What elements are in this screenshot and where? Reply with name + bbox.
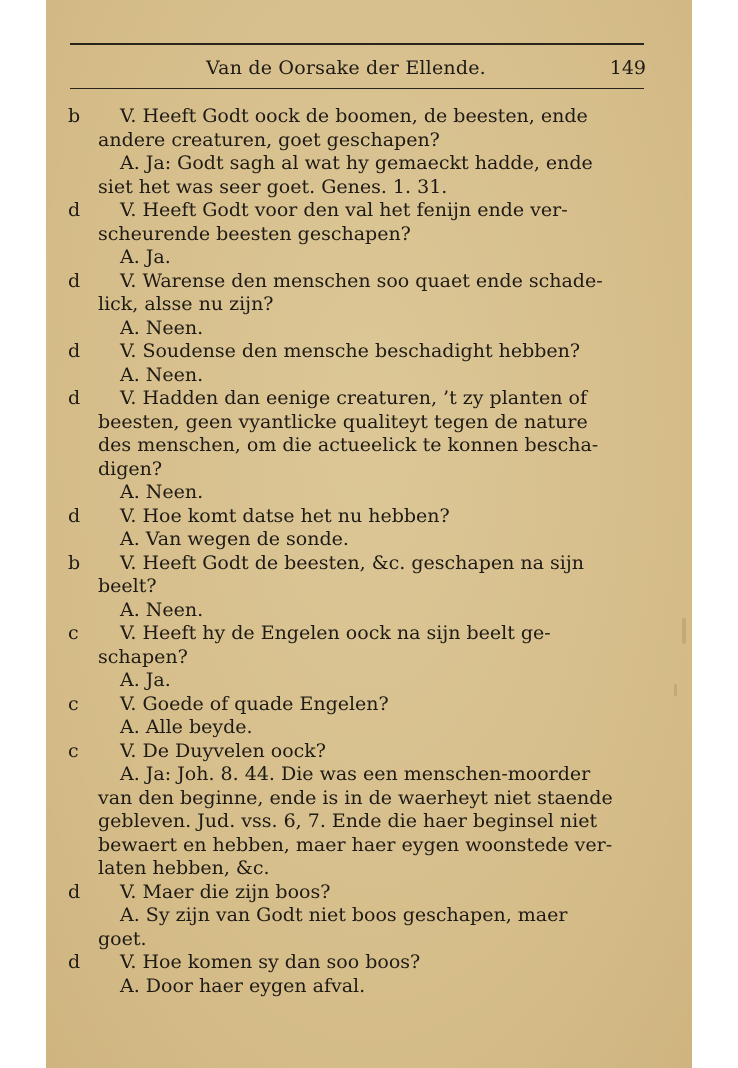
question (98, 740, 646, 764)
question-line: des menschen, om die actueelick te konnen bescha- (98, 434, 599, 456)
answer (98, 364, 646, 388)
answer (98, 904, 646, 951)
question-line: schapen? (98, 645, 188, 668)
answer (98, 975, 646, 999)
qa-entry (46, 199, 692, 270)
answer-line: A. Ja. (120, 669, 171, 691)
question-line: andere creaturen, goet geschapen? (98, 128, 440, 151)
answer-line: A. Neen. (120, 316, 204, 339)
answer-line: A. Neen. (120, 481, 204, 503)
header-top-rule (70, 43, 644, 45)
answer (98, 669, 646, 693)
question (98, 199, 646, 246)
question-line: V. Warense den menschen soo quaet ende schade- (120, 269, 603, 292)
header-bottom-rule (70, 88, 644, 89)
answer-line: A. Ja. (120, 246, 171, 268)
paper-stain (674, 684, 677, 696)
question-line: V. Hoe komt datse het nu hebben? (120, 504, 450, 527)
book-page (46, 0, 692, 1068)
question (98, 270, 646, 317)
question-line: digen? (98, 457, 163, 480)
question-line: V. Hoe komen sy dan soo boos? (120, 951, 421, 973)
answer-line: gebleven. Jud. vss. 6, 7. Ende die haer beginsel niet (98, 810, 598, 832)
question (98, 552, 646, 599)
question (98, 693, 646, 717)
margin-marker: d (68, 340, 81, 362)
question-line: V. Soudense den mensche beschadight hebben? (120, 340, 581, 362)
margin-marker: d (68, 880, 81, 903)
qa-entry (46, 951, 692, 998)
answer-line: goet. (98, 927, 147, 950)
running-header-title: Van de Oorsake der Ellende. (206, 57, 486, 79)
answer (98, 528, 646, 552)
paper-stain (682, 618, 686, 644)
question-line: lick, alsse nu zijn? (98, 293, 274, 315)
margin-marker: c (68, 739, 79, 762)
answer-line: A. Neen. (120, 598, 204, 621)
question-line: scheurende beesten geschapen? (98, 222, 411, 245)
qa-entry (46, 340, 692, 387)
question (98, 105, 646, 152)
qa-entry (46, 881, 692, 952)
question-line: beelt? (98, 575, 157, 597)
margin-marker: d (68, 951, 81, 973)
answer-line: A. Door haer eygen afval. (120, 974, 366, 997)
question-line: V. Heeft hy de Engelen oock na sijn beelt ge- (120, 622, 551, 644)
margin-marker: d (68, 269, 81, 292)
margin-marker: c (68, 692, 79, 715)
question (98, 505, 646, 529)
answer-line: A. Alle beyde. (120, 716, 253, 738)
question-line: V. De Duyvelen oock? (120, 739, 326, 762)
answer-line: laten hebben, &c. (98, 857, 270, 879)
answer-line: A. Neen. (120, 363, 204, 386)
question (98, 881, 646, 905)
page-number: 149 (609, 57, 646, 79)
answer-line: siet het was seer goet. Genes. 1. 31. (98, 175, 448, 198)
qa-entry (46, 505, 692, 552)
margin-marker: c (68, 622, 79, 644)
question-line: V. Heeft Godt de beesten, &c. geschapen na sijn (120, 551, 584, 574)
margin-marker: d (68, 199, 81, 221)
answer (98, 246, 646, 270)
question-line: V. Maer die zijn boos? (120, 880, 331, 903)
margin-marker: d (68, 387, 81, 409)
margin-marker: d (68, 504, 81, 527)
answer (98, 152, 646, 199)
qa-entry (46, 740, 692, 881)
qa-entry (46, 387, 692, 505)
question-line: V. Goede of quade Engelen? (120, 692, 389, 715)
question (98, 387, 646, 481)
qa-entry (46, 693, 692, 740)
answer-line: A. Sy zijn van Godt niet boos geschapen, maer (120, 904, 568, 926)
answer-line: A. Ja: Godt sagh al wat hy gemaeckt hadde, ende (120, 152, 593, 174)
qa-entry (46, 270, 692, 341)
margin-marker: b (68, 105, 81, 127)
answer (98, 763, 646, 881)
margin-marker: b (68, 551, 81, 574)
qa-entry (46, 552, 692, 623)
qa-entry (46, 622, 692, 693)
catechism-text (46, 105, 692, 998)
answer (98, 317, 646, 341)
question (98, 951, 646, 975)
question-line: V. Heeft Godt oock de boomen, de beesten, ende (120, 105, 588, 127)
answer-line: A. Van wegen de sonde. (120, 528, 349, 550)
answer-line: van den beginne, ende is in de waerheyt niet staende (98, 786, 613, 809)
question (98, 340, 646, 364)
question-line: beesten, geen vyantlicke qualiteyt tegen de nature (98, 410, 588, 433)
answer (98, 481, 646, 505)
answer (98, 599, 646, 623)
question (98, 622, 646, 669)
answer-line: A. Ja: Joh. 8. 44. Die was een menschen-moorder (120, 763, 591, 785)
question-line: V. Heeft Godt voor den val het fenijn ende ver- (120, 199, 568, 221)
answer-line: bewaert en hebben, maer haer eygen woonstede ver- (98, 833, 613, 856)
answer (98, 716, 646, 740)
qa-entry (46, 105, 692, 199)
question-line: V. Hadden dan eenige creaturen, ’t zy planten of (120, 387, 587, 409)
